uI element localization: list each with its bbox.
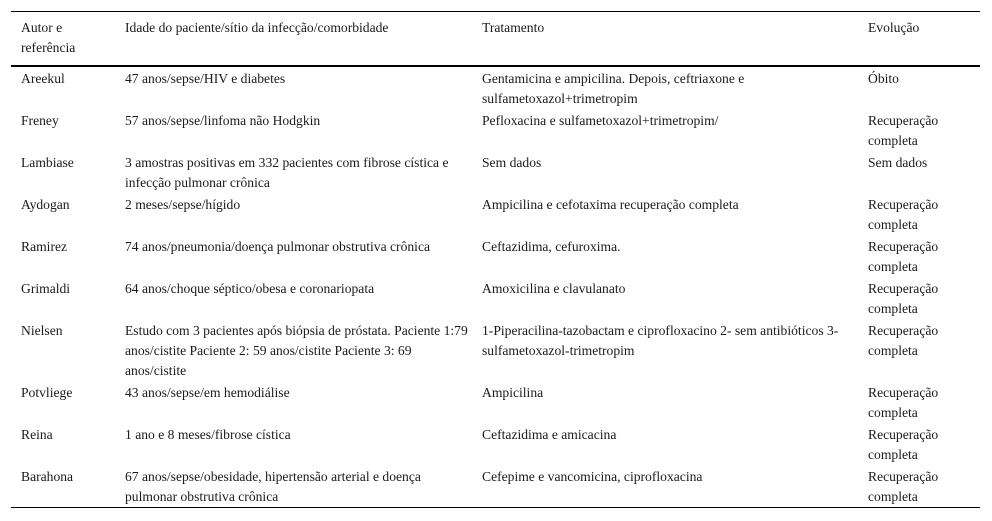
cell-patient: 47 anos/sepse/HIV e diabetes — [125, 71, 286, 86]
cell-outcome: Recuperação completa — [868, 281, 939, 316]
header-author: Autor e referência — [21, 20, 76, 55]
cell-outcome: Recuperação completa — [868, 385, 939, 420]
cell-treatment: Sem dados — [482, 155, 542, 170]
cell-treatment: Gentamicina e ampicilina. Depois, ceftriaxone e sulfametoxazol+trimetropim — [482, 71, 745, 106]
table-row — [11, 194, 980, 236]
cell-outcome: Recuperação completa — [868, 197, 939, 232]
cell-patient: 67 anos/sepse/obesidade, hipertensão arterial e doença pulmonar obstrutiva crônica — [125, 469, 421, 504]
cell-author: Nielsen — [21, 323, 63, 338]
cell-patient: 2 meses/sepse/hígido — [125, 197, 241, 212]
table-row — [11, 466, 980, 508]
cell-treatment: Pefloxacina e sulfametoxazol+trimetropim/ — [482, 113, 719, 128]
table-row — [11, 424, 980, 466]
cell-author: Reina — [21, 427, 53, 442]
cell-outcome: Recuperação completa — [868, 427, 939, 462]
cell-outcome: Recuperação completa — [868, 323, 939, 358]
cell-author: Grimaldi — [21, 281, 71, 296]
table-row — [11, 278, 980, 320]
cell-author: Lambiase — [21, 155, 74, 170]
cell-outcome: Óbito — [868, 71, 899, 86]
table-row — [11, 236, 980, 278]
table-header — [11, 12, 980, 67]
cell-outcome: Recuperação completa — [868, 469, 939, 504]
cell-author: Areekul — [21, 71, 65, 86]
cell-treatment: 1-Piperacilina-tazobactam e ciprofloxacino 2- sem antibióticos 3- sulfametoxazol-trimetropim — [482, 323, 839, 358]
header-outcome: Evolução — [868, 20, 920, 35]
cell-treatment: Cefepime e vancomicina, ciprofloxacina — [482, 469, 703, 484]
table-row — [11, 110, 980, 152]
cell-patient: 74 anos/pneumonia/doença pulmonar obstrutiva crônica — [125, 239, 431, 254]
header-treatment: Tratamento — [482, 20, 545, 35]
clinical-cases-table — [11, 11, 980, 508]
cell-treatment: Amoxicilina e clavulanato — [482, 281, 626, 296]
cell-outcome: Recuperação completa — [868, 113, 939, 148]
header-row — [11, 12, 980, 67]
cell-author: Barahona — [21, 469, 74, 484]
table-row — [11, 152, 980, 194]
cell-treatment: Ceftazidima e amicacina — [482, 427, 617, 442]
cell-treatment: Ampicilina e cefotaxima recuperação completa — [482, 197, 739, 212]
cell-outcome: Sem dados — [868, 155, 928, 170]
table-row — [11, 66, 980, 110]
cell-patient: 43 anos/sepse/em hemodiálise — [125, 385, 290, 400]
cell-patient: 57 anos/sepse/linfoma não Hodgkin — [125, 113, 321, 128]
cell-patient: 64 anos/choque séptico/obesa e coronariopata — [125, 281, 375, 296]
cell-author: Ramirez — [21, 239, 68, 254]
cell-author: Freney — [21, 113, 59, 128]
cell-patient: Estudo com 3 pacientes após biópsia de próstata. Paciente 1:79 anos/cistite Paciente 2: 59 anos/cistite Paciente 3: 69 anos/cistite — [125, 323, 468, 378]
cell-outcome: Recuperação completa — [868, 239, 939, 274]
cell-author: Aydogan — [21, 197, 70, 212]
table-row — [11, 320, 980, 382]
cell-patient: 3 amostras positivas em 332 pacientes com fibrose cística e infecção pulmonar crônica — [125, 155, 449, 190]
cell-author: Potvliege — [21, 385, 73, 400]
table-body — [11, 66, 980, 508]
header-patient: Idade do paciente/sítio da infecção/comorbidade — [125, 20, 389, 35]
cell-patient: 1 ano e 8 meses/fibrose cística — [125, 427, 291, 442]
cell-treatment: Ampicilina — [482, 385, 544, 400]
cell-treatment: Ceftazidima, cefuroxima. — [482, 239, 621, 254]
table-row — [11, 382, 980, 424]
